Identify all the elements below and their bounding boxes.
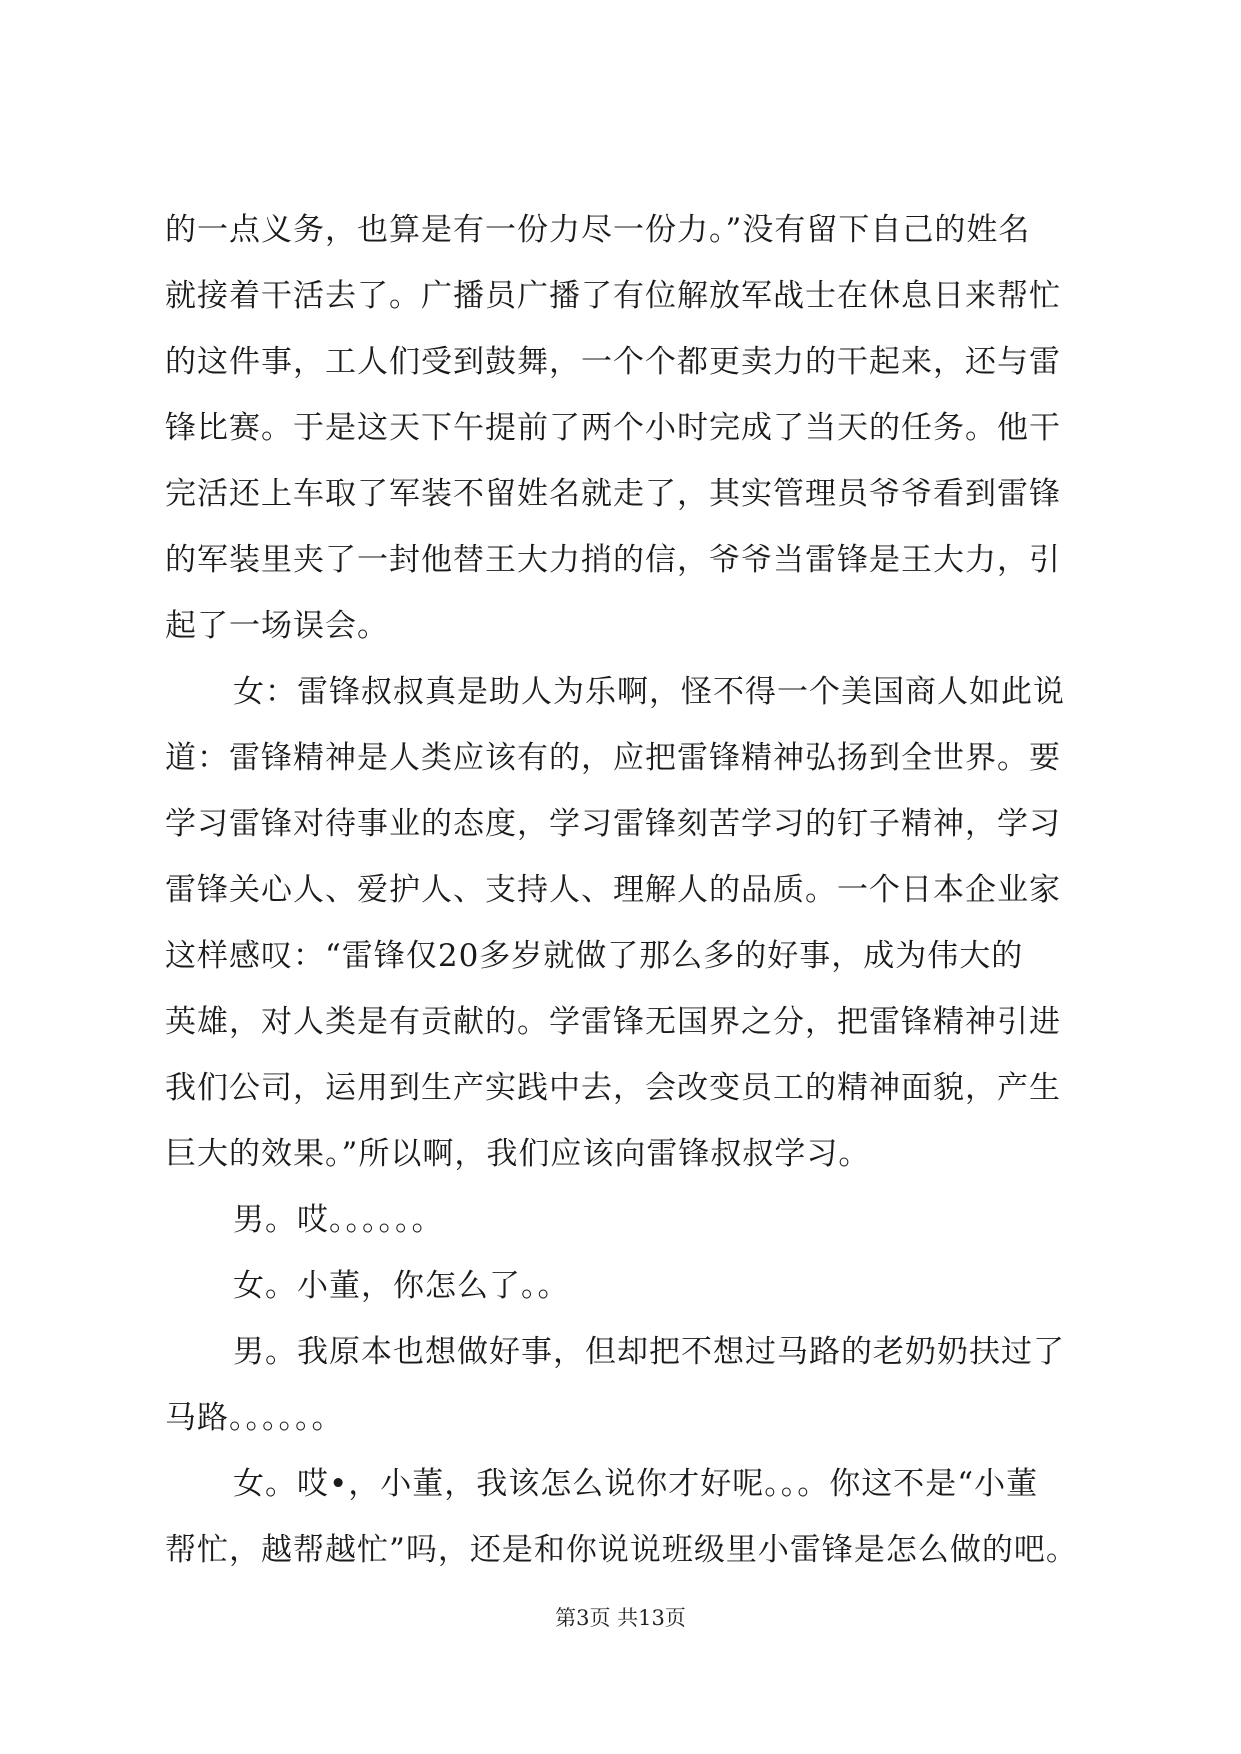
text-line-13: 英雄，对人类是有贡献的。学雷锋无国界之分，把雷锋精神引进: [165, 1004, 1061, 1040]
text-line-4: 锋比赛。于是这天下午提前了两个小时完成了当天的任务。他干: [165, 410, 1061, 446]
text-line-14: 我们公司，运用到生产实践中去，会改变员工的精神面貌，产生: [165, 1070, 1061, 1106]
text-line-16: 男。哎。。。。。。: [233, 1202, 444, 1238]
text-line-2: 就接着干活去了。广播员广播了有位解放军战士在休息日来帮忙: [165, 278, 1061, 314]
text-line-7: 起了一场误会。: [165, 608, 389, 644]
text-line-15: 巨大的效果。”所以啊，我们应该向雷锋叔叔学习。: [165, 1136, 871, 1172]
text-line-12: 这样感叹：“雷锋仅20多岁就做了那么多的好事，成为伟大的: [165, 938, 1024, 974]
text-line-20: 女。哎•，小董，我该怎么说你才好呢。。。你这不是“小董: [233, 1466, 1039, 1502]
text-line-19: 马路。。。。。。: [165, 1400, 344, 1436]
text-line-3: 的这件事，工人们受到鼓舞，一个个都更卖力的干起来，还与雷: [165, 344, 1061, 380]
text-line-1: 的一点义务，也算是有一份力尽一份力。”没有留下自己的姓名: [165, 212, 1031, 248]
text-line-8: 女：雷锋叔叔真是助人为乐啊，怪不得一个美国商人如此说: [233, 674, 1065, 710]
text-line-21: 帮忙，越帮越忙”吗，还是和你说说班级里小雷锋是怎么做的吧。: [165, 1532, 1078, 1568]
page-footer: 第3页 共13页: [555, 1606, 686, 1630]
text-line-17: 女。小董，你怎么了。。: [233, 1268, 570, 1304]
text-line-6: 的军装里夹了一封他替王大力捎的信，爷爷当雷锋是王大力，引: [165, 542, 1061, 578]
text-line-5: 完活还上车取了军装不留姓名就走了，其实管理员爷爷看到雷锋: [165, 476, 1061, 512]
text-line-18: 男。我原本也想做好事，但却把不想过马路的老奶奶扶过了: [233, 1334, 1065, 1370]
text-line-11: 雷锋关心人、爱护人、支持人、理解人的品质。一个日本企业家: [165, 872, 1061, 908]
text-line-9: 道：雷锋精神是人类应该有的，应把雷锋精神弘扬到全世界。要: [165, 740, 1061, 776]
text-line-10: 学习雷锋对待事业的态度，学习雷锋刻苦学习的钉子精神，学习: [165, 806, 1061, 842]
